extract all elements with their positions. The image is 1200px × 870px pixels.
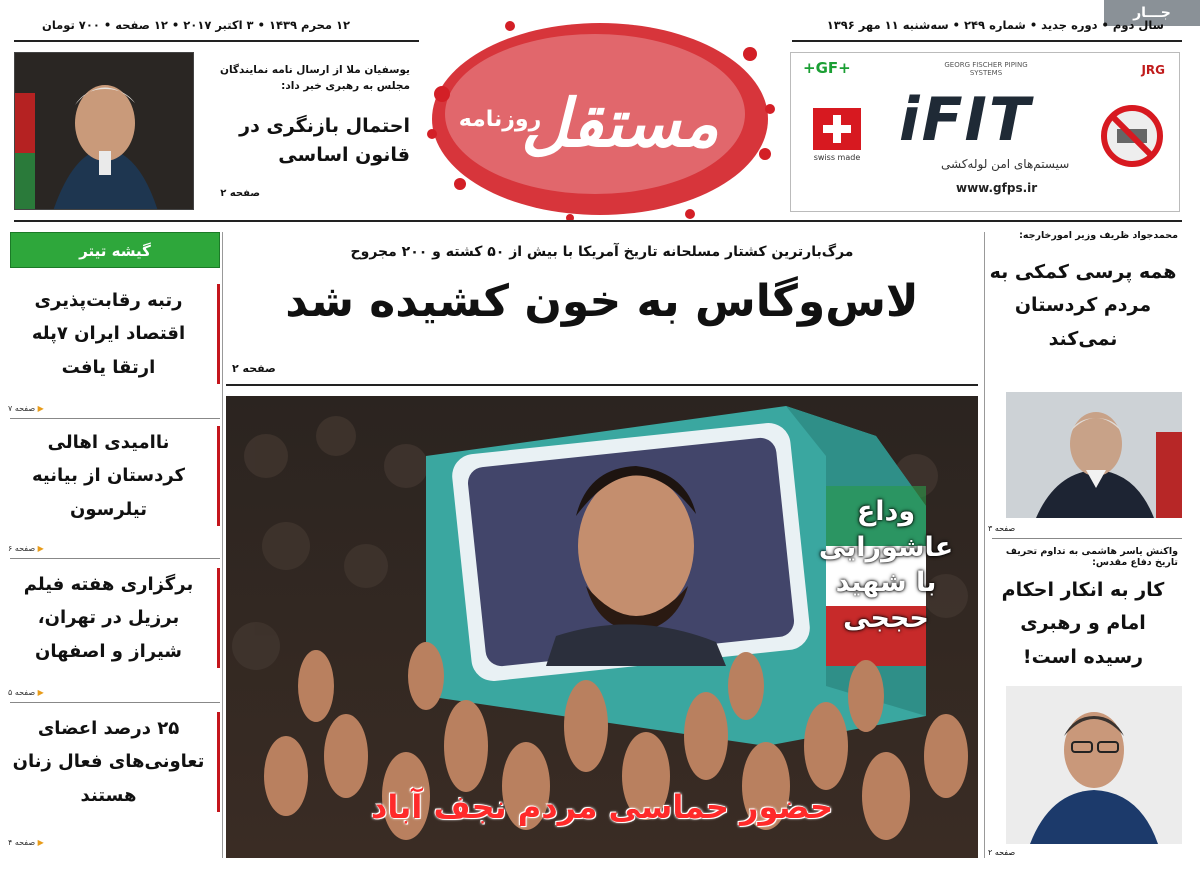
teaser-headline[interactable]: احتمال بازنگری در قانون اساسی (239, 115, 410, 167)
photo-banner-headline: حضور حماسی مردم نجف آباد (370, 788, 834, 826)
ad-tagline: سیستم‌های امن لوله‌کشی (941, 157, 1070, 171)
left-story-headline: ۲۵ درصد اعضای تعاونی‌های فعال زنان هستند (12, 718, 205, 806)
left-column-rule (10, 418, 220, 419)
ad-swiss-made: swiss made (813, 153, 861, 162)
left-story-page-ref: ▶ صفحه ۶ (8, 544, 44, 553)
left-story-4[interactable] (10, 712, 220, 812)
left-story-page-ref: ▶ صفحه ۷ (8, 404, 44, 413)
masthead-rule-left (14, 40, 419, 42)
ad-brand: iFIT (899, 85, 1032, 155)
teaser-portrait-photo (14, 52, 194, 210)
teaser-subhead: یوسفیان ملا از ارسال نامه نمایندگان مجلس به رهبری خبر داد: (220, 64, 410, 93)
date-price-info: ۱۲ محرم ۱۴۳۹ • ۳ اکتبر ۲۰۱۷ • ۱۲ صفحه • ۷۰۰ تومان (42, 18, 351, 32)
no-sign-icon (1099, 103, 1165, 169)
photo-caption: وداع عاشورایی با شهید حججی (818, 496, 954, 634)
teaser-page-ref: صفحه ۲ (220, 188, 260, 199)
right-story-1-photo (1006, 392, 1182, 518)
left-story-headline: رتبه رقابت‌پذیری اقتصاد ایران ۷پله ارتقا یافت (31, 290, 186, 378)
right-column-rule (992, 538, 1182, 539)
left-story-headline: ناامیدی اهالی کردستان از بیانیه تیلرسون (31, 432, 186, 520)
left-story-2[interactable] (10, 426, 220, 526)
header-bottom-rule (14, 220, 1182, 222)
logo-sub-text: روزنامه (458, 107, 542, 132)
left-column-rule (10, 702, 220, 703)
left-story-3[interactable] (10, 568, 220, 668)
ad-georg-fischer: GEORG FISCHER PIPING SYSTEMS (944, 61, 1028, 77)
main-photo[interactable] (226, 396, 978, 858)
left-story-page-ref: ▶ صفحه ۴ (8, 838, 44, 847)
ad-url[interactable]: www.gfps.ir (956, 181, 1038, 195)
masthead-rule-right (792, 40, 1182, 42)
source-badge: جـــار (1104, 0, 1200, 26)
right-story-1-label: محمدجواد ظریف وزیر امورخارجه: (1019, 230, 1178, 241)
ifit-advertisement[interactable] (790, 52, 1180, 212)
issue-info: سال دوم • دوره جدید • شماره ۲۴۹ • سه‌شنبه ۱۱ مهر ۱۳۹۶ (826, 18, 1164, 32)
left-story-1[interactable] (10, 284, 220, 384)
main-page-ref: صفحه ۲ (232, 362, 276, 375)
main-kicker: مرگ‌بارترین کشتار مسلحانه تاریخ آمریکا با بیش از ۵۰ کشته و ۲۰۰ مجروح (350, 244, 854, 260)
main-headline[interactable]: لاس‌وگاس به خون کشیده شد (285, 276, 919, 327)
newspaper-logo-seal (420, 14, 780, 224)
logo-main-text: مستقل (521, 84, 719, 162)
right-story-1-headline[interactable]: همه پرسی کمکی به مردم کردستان نمی‌کند (989, 261, 1177, 350)
section-title-box: گیشه تیتر (10, 232, 220, 268)
right-story-1-page-ref: صفحه ۳ (988, 524, 1016, 533)
ad-gf-logo: +GF+ (803, 59, 851, 77)
swiss-cross-horizontal (823, 125, 851, 133)
right-story-2-photo (1006, 686, 1182, 844)
column-divider-right (984, 232, 985, 858)
left-story-page-ref: ▶ صفحه ۵ (8, 688, 44, 697)
right-story-2-label: واکنش یاسر هاشمی به تداوم تحریف تاریخ دفاع مقدس: (1005, 546, 1178, 568)
main-headline-rule (226, 384, 978, 386)
column-divider-left (222, 232, 223, 858)
left-story-headline: برگزاری هفته فیلم برزیل در تهران، شیراز و اصفهان (23, 574, 194, 662)
left-column-rule (10, 558, 220, 559)
right-story-2-page-ref: صفحه ۲ (988, 848, 1016, 857)
right-story-2-headline[interactable]: کار به انکار احکام امام و رهبری رسیده است! (1001, 579, 1165, 668)
ad-jrg-logo: JRG (1141, 63, 1165, 77)
